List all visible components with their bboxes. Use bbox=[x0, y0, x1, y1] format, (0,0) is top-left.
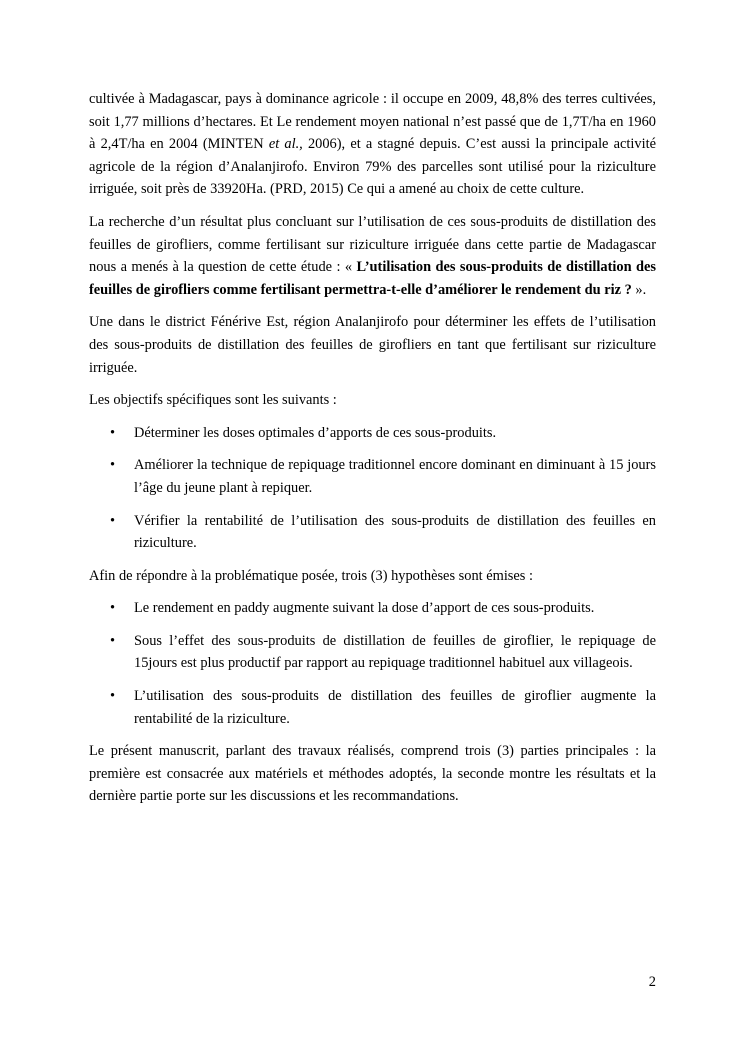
research-question: L’utilisation des sous-produits de distillation des feuilles de girofliers comme fertilisant permettra-t-elle d’améliorer le rendement du riz ? bbox=[89, 259, 656, 298]
bullet-icon: • bbox=[110, 688, 116, 705]
list-item-text: Sous l’effet des sous-produits de distillation de feuilles de giroflier, le repiquage de 15jours est plus productif par rapport au repiquage traditionnel habituel aux villageois. bbox=[134, 632, 656, 672]
list-item bbox=[89, 630, 656, 675]
research-question-paragraph bbox=[89, 211, 656, 301]
conclusion-paragraph: Le présent manuscrit, parlant des travaux réalisés, comprend trois (3) parties principales : la première est consacrée aux matériels et méthodes adoptés, la seconde montre les résultats et la dernière partie porte sur les discussions et les recommandations. bbox=[89, 743, 656, 805]
bullet-icon: • bbox=[110, 424, 116, 441]
list-item-text: Vérifier la rentabilité de l’utilisation des sous-produits de distillation des feuilles en riziculture. bbox=[134, 512, 656, 552]
hypotheses-list bbox=[89, 597, 656, 730]
page-body bbox=[89, 88, 656, 818]
bullet-icon: • bbox=[110, 512, 116, 529]
objectives-intro: Les objectifs spécifiques sont les suivants : bbox=[89, 392, 337, 409]
list-item-text: L’utilisation des sous-produits de distillation des feuilles de giroflier augmente la rentabilité de la riziculture. bbox=[134, 688, 656, 727]
list-item bbox=[89, 597, 656, 620]
intro-text-end: 2006), et a stagné depuis. C’est aussi la principale activité agricole de la région d’Analanjirofo. Environ 79% des parcelles sont utilisé pour la riziculture irriguée, soit près de 33920Ha. (PRD, 2015) Ce qui a amené au choix de cette culture. bbox=[89, 136, 656, 198]
list-item bbox=[89, 685, 656, 730]
question-close: ». bbox=[631, 281, 647, 298]
bullet-icon: • bbox=[110, 600, 116, 617]
bullet-icon: • bbox=[110, 457, 116, 474]
page-number: 2 bbox=[648, 974, 656, 990]
objectives-list bbox=[89, 422, 656, 555]
bullet-icon: • bbox=[110, 632, 116, 649]
list-item bbox=[89, 422, 656, 445]
list-item-text: Le rendement en paddy augmente suivant la dose d’apport de ces sous-produits. bbox=[134, 600, 595, 617]
list-item-text: Déterminer les doses optimales d’apports de ces sous-produits. bbox=[134, 424, 497, 441]
list-item bbox=[89, 510, 656, 555]
list-item-text: Améliorer la technique de repiquage traditionnel encore dominant en diminuant à 15 jours l’âge du jeune plant à repiquer. bbox=[134, 457, 656, 496]
question-lead-in: La recherche d’un résultat plus concluant sur l’utilisation de ces sous-produits de distillation des feuilles de girofliers, comme fertilisant sur riziculture irriguée dans cette partie de Madagascar nous a menés à la question de cette étude : « bbox=[89, 213, 656, 276]
intro-paragraph bbox=[89, 88, 656, 201]
hypotheses-intro: Afin de répondre à la problématique posée, trois (3) hypothèses sont émises : bbox=[89, 567, 533, 584]
citation-et-al: et al., bbox=[268, 136, 303, 153]
intro-text-start: cultivée à Madagascar, pays à dominance agricole : il occupe en 2009, 48,8% des terres cultivées, soit 1,77 millions d’hectares. Et Le rendement moyen national n’est passé que de 1,7T/ha en 1960 à 2,4T/ha en 2004 (MINTEN bbox=[89, 91, 656, 153]
list-item bbox=[89, 454, 656, 499]
district-paragraph: Une dans le district Fénérive Est, région Analanjirofo pour déterminer les effets de l’utilisation des sous-produits de distillation des feuilles de girofliers en tant que fertilisant sur riziculture irriguée. bbox=[89, 314, 656, 376]
